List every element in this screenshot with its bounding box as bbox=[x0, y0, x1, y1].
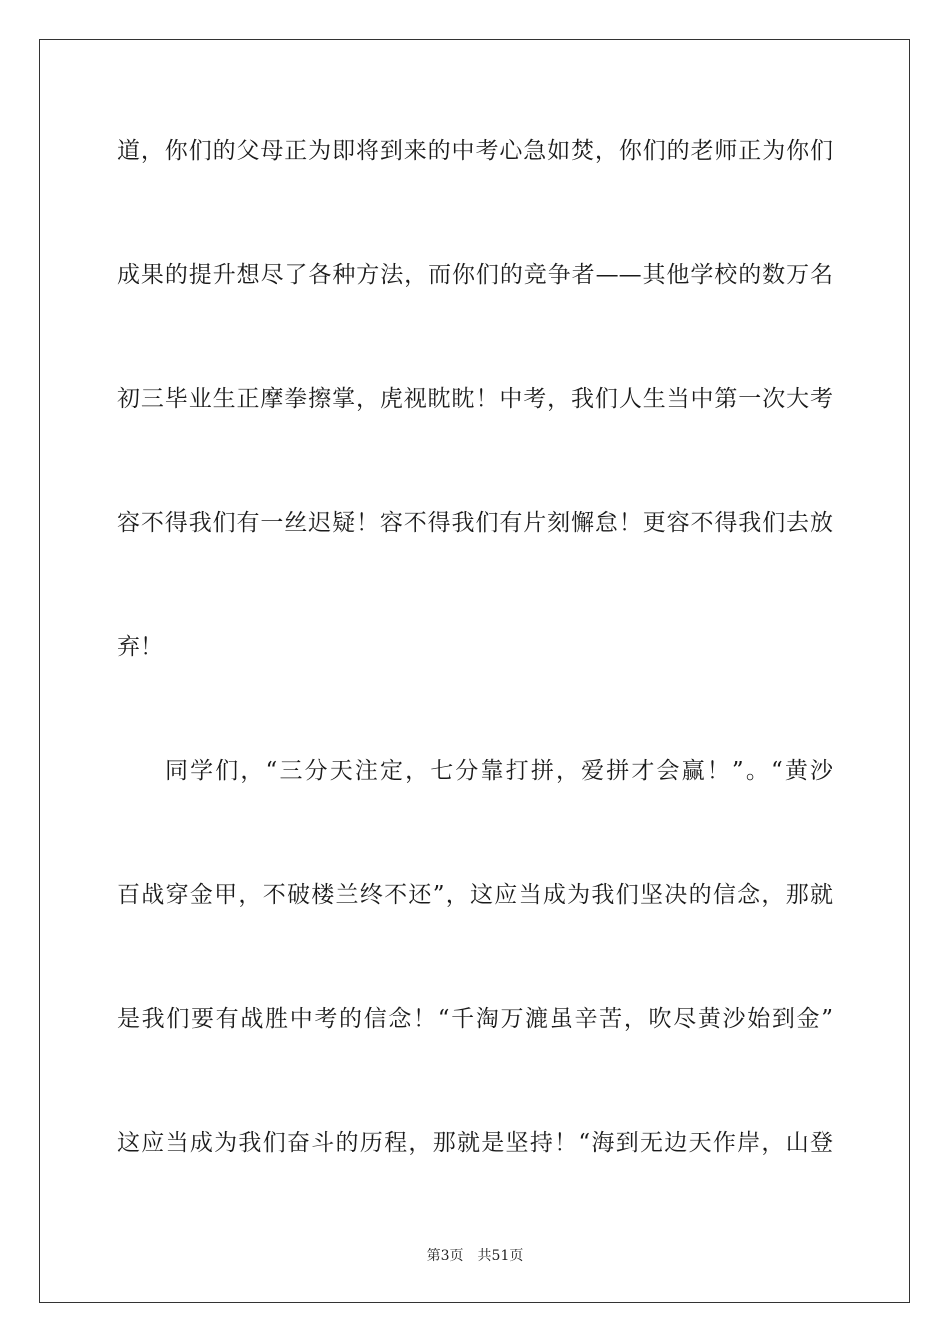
body-line-2: 成果的提升想尽了各种方法，而你们的竞争者——其他学校的数万名 bbox=[117, 262, 833, 288]
paragraph-2-line-4: 这应当成为我们奋斗的历程，那就是坚持！“海到无边天作岸，山登 bbox=[117, 1130, 833, 1156]
page-total: 共51页 bbox=[477, 1248, 524, 1264]
paragraph-2-line-1: 同学们，“三分天注定，七分靠打拼，爱拼才会赢！”。“黄沙 bbox=[165, 758, 833, 784]
body-line-3: 初三毕业生正摩拳擦掌，虎视眈眈！中考，我们人生当中第一次大考 bbox=[117, 386, 833, 412]
body-line-5: 弃！ bbox=[117, 634, 163, 660]
page-border bbox=[39, 39, 910, 1303]
paragraph-2-line-3: 是我们要有战胜中考的信念！“千淘万漉虽辛苦，吹尽黄沙始到金” bbox=[117, 1006, 833, 1032]
body-line-1: 道，你们的父母正为即将到来的中考心急如焚，你们的老师正为你们 bbox=[117, 138, 833, 164]
paragraph-2-line-2: 百战穿金甲，不破楼兰终不还”，这应当成为我们坚决的信念，那就 bbox=[117, 882, 833, 908]
page-footer bbox=[0, 1246, 950, 1266]
body-line-4: 容不得我们有一丝迟疑！容不得我们有片刻懈怠！更容不得我们去放 bbox=[117, 510, 833, 536]
page-number: 第3页 bbox=[426, 1248, 464, 1264]
